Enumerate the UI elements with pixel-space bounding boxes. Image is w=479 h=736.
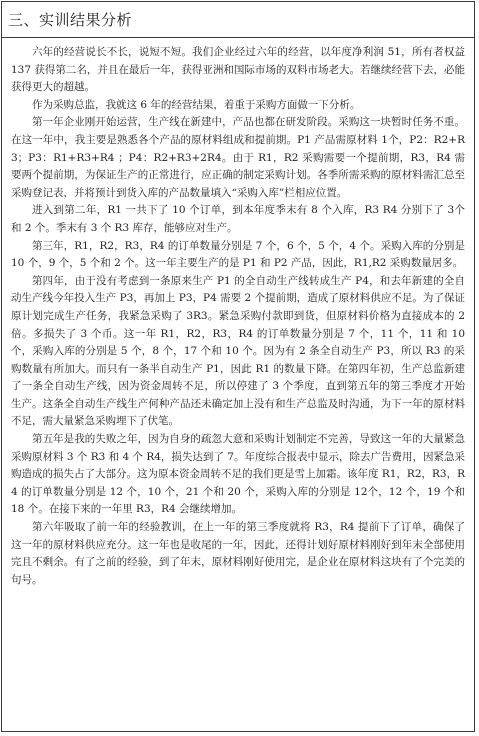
paragraph-year-2: 进入到第二年，R1 一共下了 10 个订单，到本年度季末有 8 个入库，R3 R4 分别下了 3个和 2 个。季末有 3 个 R3 库存，能够应对生产。 bbox=[11, 204, 465, 234]
report-table bbox=[1, 1, 475, 732]
paragraph-year-4: 第四年，由于没有考虑到一条原来生产 P1 的全自动生产线转成生产 P4，和去年新建的全自动生产线今年投入生产 P3，再加上 P3，P4 需要 2 个提前期，造成了原材料供应不足。为了保证原计划完成生产任务，我紧急采购了 3R3。紧急采购付款即到货，但原材料价格为直接成本的 2 倍。多损失了 3 个币。这一年 R1，R2，R3，R4 的订单数量分别是 7 个，11 个，11 和 10 个，采购入库的分别是 5 个，8 个，17 个和 10 个。因为有 2 条全自动生产 P3，所以 R3 的采购数量有所加大。而只有一条半自动生产 P1，因此 R1 的数量下降。在第四年初，生产总监新建了一条全自动生产线，因为资金周转不足，所以停建了 3 个季度，直到第五年的第三季度才开始生产。这条全自动生产线生产何种产品还未确定加上没有和生产总监及时沟通，为下一年的原材料不足，需大量紧急采购埋下了伏笔。 bbox=[11, 274, 465, 428]
paragraph-year-6: 第六年吸取了前一年的经验教训，在上一年的第三季度就将 R3，R4 提前下了订单，确保了这一年的原材料供应充分。这一年也是收尾的一年，因此，还得计划好原材料刚好到年末全部使用完且不剩余。有了之前的经验，到了年末，原材料刚好使用完，是企业在原材料这块有了个完美的句号。 bbox=[11, 521, 465, 586]
paragraph-year-1: 第一年企业刚开始运营，生产线在新建中，产品也都在研发阶段。采购这一块暂时任务不重。在这一年中，我主要是熟悉各个产品的原材料组成和提前期。P1 产品需原材料 1个，P2：R2+R3；P3：R1+R3+R4 ；P4：R2+R3+2R4。由于 R1，R2 采购需要一个提前期，R3，R4 需要两个提前期，为保证生产的正常进行，应正确的制定采购计划。各季所需采购的原材料需汇总至采购登记表，并将预计到货入库的产品数量填入“采购入库”栏相应位置。 bbox=[11, 116, 465, 199]
content-cell bbox=[2, 38, 474, 589]
title-cell bbox=[2, 2, 474, 38]
paragraph-year-5: 第五年是我的失败之年，因为自身的疏忽大意和采购计划制定不完善，导致这一年的大量紧急采购原材料 3 个 R3 和 4 个 R4，损失达到了 7。年度综合报表中显示，除去广告费用，因紧急采购造成的损失占了大部分。这为原本资金周转不足的我们更是雪上加霜。该年度 R1，R2，R3，R4 的订单数量分别是 12 个，10 个，21 个和 20 个，采购入库的分别是 12个，12 个，19 个和 18 个。在接下来的一年里 R3，R4 会继续增加。 bbox=[11, 433, 466, 516]
paragraph-year-3: 第三年，R1，R2，R3，R4 的订单数量分别是 7 个，6 个，5 个，4 个。采购入库的分别是 10 个，9 个，5 个和 2 个。这一年主要生产的是 P1 和 P2 产品，因此，R1,R2 采购数量居多。 bbox=[11, 239, 465, 270]
paragraph-intro: 作为采购总监，我就这 6 年的经营结果，着重于采购方面做一下分析。 bbox=[32, 98, 361, 111]
paragraph-overview: 六年的经营说长不长，说短不短。我们企业经过六年的经营，以年度净利润 51，所有者权益 137 获得第二名，并且在最后一年，获得亚洲和国际市场的双料市场老大。若继续经营下去，必能获得更大的超越。 bbox=[11, 46, 465, 94]
section-title: 三、实训结果分析 bbox=[8, 11, 133, 29]
